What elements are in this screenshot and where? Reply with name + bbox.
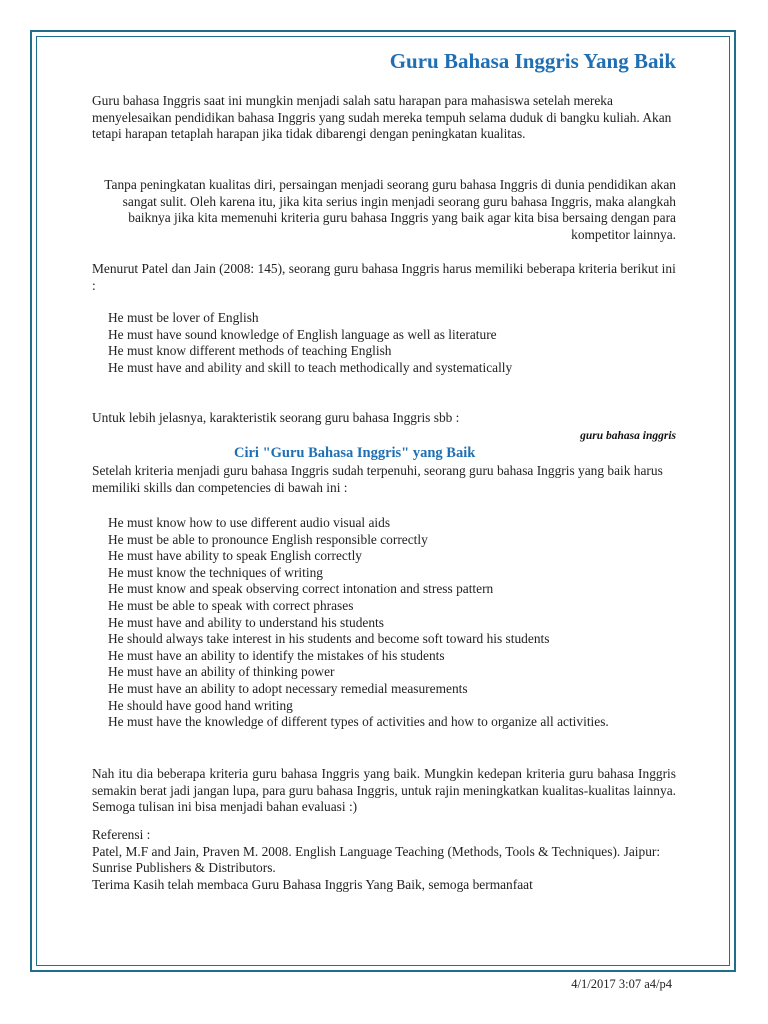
list-item: He must be able to pronounce English responsible correctly	[108, 531, 428, 547]
list-item: He should have good hand writing	[108, 697, 293, 713]
list-item: He must have an ability to identify the mistakes of his students	[108, 647, 445, 663]
list-item: He must have ability to speak English correctly	[108, 548, 362, 564]
skills-intro-paragraph: Setelah kriteria menjadi guru bahasa Inggris sudah terpenuhi, seorang guru bahasa Inggris yang baik harus memiliki skills dan competencies di bawah ini :	[92, 463, 663, 495]
list-item: He must be lover of English	[108, 310, 259, 325]
criteria-list	[108, 310, 678, 376]
list-item: He must have an ability to adopt necessary remedial measurements	[108, 680, 468, 696]
page-title: Guru Bahasa Inggris Yang Baik	[389, 49, 676, 73]
page-footer: 4/1/2017 3:07 a4/p4	[571, 977, 672, 991]
tag-label: guru bahasa inggris	[580, 430, 676, 442]
skills-list	[108, 515, 678, 731]
list-item: He must know and speak observing correct intonation and stress pattern	[108, 581, 494, 597]
list-item: He should always take interest in his students and become soft toward his students	[108, 631, 550, 647]
references-heading: Referensi :	[92, 827, 151, 842]
references-thanks: Terima Kasih telah membaca Guru Bahasa Inggris Yang Baik, semoga bermanfaat	[92, 876, 533, 892]
list-item: He must know different methods of teaching English	[108, 343, 392, 359]
references-citation: Patel, M.F and Jain, Praven M. 2008. English Language Teaching (Methods, Tools & Techniques). Jaipur: Sunrise Publishers & Distributors.	[92, 843, 661, 876]
list-item: He must be able to speak with correct phrases	[108, 597, 354, 613]
list-item: He must know how to use different audio visual aids	[108, 515, 391, 530]
list-item: He must have sound knowledge of English language as well as literature	[108, 326, 497, 342]
list-item: He must know the techniques of writing	[108, 564, 323, 580]
intro-paragraph: Guru bahasa Inggris saat ini mungkin menjadi salah satu harapan para mahasiswa setelah mereka menyelesaikan pendidikan bahasa Inggris yang sudah mereka tempuh selama duduk di bangku kuliah. Akan tetapi harapan tetaplah harapan jika tidak dibarengi dengan peningkatan kualitas.	[92, 93, 672, 142]
competition-paragraph: Tanpa peningkatan kualitas diri, persaingan menjadi seorang guru bahasa Inggris di dunia pendidikan akan sangat sulit. Oleh karena itu, jika kita serius ingin menjadi seorang guru bahasa Inggris, maka alangkah baiknya jika kita memenuhi kriteria guru bahasa Inggris yang baik agar kita bisa bersaing dengan para kompetitor lainnya.	[104, 177, 676, 242]
closing-paragraph: Nah itu dia beberapa kriteria guru bahasa Inggris yang baik. Mungkin kedepan kriteria guru bahasa Inggris semakin berat jadi jangan lupa, para guru bahasa Inggris, untuk rajin meningkatkan kualitas-kualitas lainnya. Semoga tulisan ini bisa menjadi bahan evaluasi :)	[92, 766, 676, 815]
list-item: He must have an ability of thinking power	[108, 664, 335, 680]
section-subtitle: Ciri "Guru Bahasa Inggris" yang Baik	[234, 445, 476, 461]
references-section	[92, 827, 676, 893]
list-item: He must have the knowledge of different types of activities and how to organize all activities.	[108, 714, 609, 730]
list-item: He must have and ability and skill to teach methodically and systematically	[108, 359, 513, 375]
details-intro-paragraph: Untuk lebih jelasnya, karakteristik seorang guru bahasa Inggris sbb :	[92, 410, 460, 425]
criteria-intro-paragraph: Menurut Patel dan Jain (2008: 145), seorang guru bahasa Inggris harus memiliki beberapa kriteria berikut ini :	[92, 261, 676, 293]
list-item: He must have and ability to understand his students	[108, 614, 384, 630]
